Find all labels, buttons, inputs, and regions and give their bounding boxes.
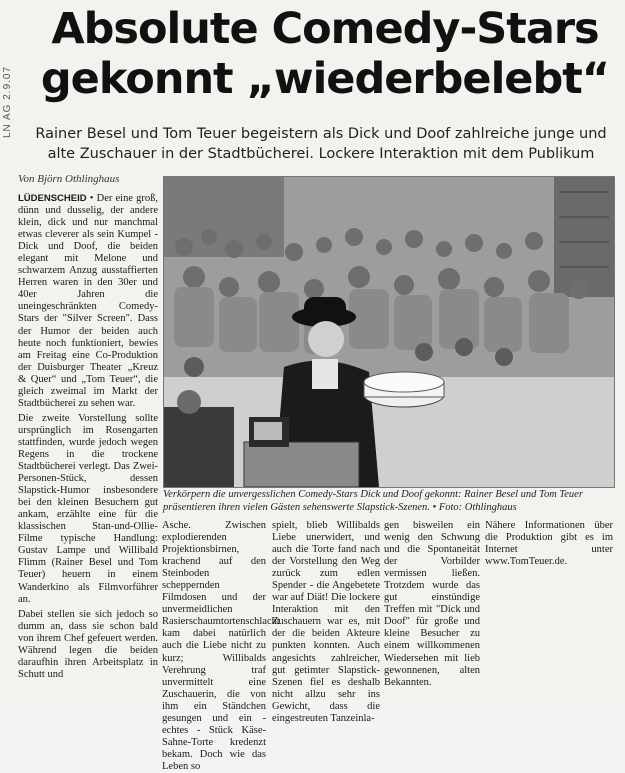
photo-illustration [164,177,614,487]
headline [30,4,620,104]
article-column-1 [18,193,158,684]
dateline: LÜDENSCHEID [18,193,87,204]
article-paragraph: LÜDENSCHEID • Der eine groß, dünn und dusselig, der andere klein, dick und nur manchmal etwas cleverer als sein Kumpel - Dick und Doof, die beiden elegant mit Melone und schwarzem Anzug ausstaffierten Herren waren in den 30er und 40er Jahren die uneingeschränkten Comedy-Stars der "Silver Screen". Dass der Humor der beiden auch heute noch funktioniert, bewies am Freitag eine Co-Produktion der Duisburger Theater „Kreuz & Quer“ und „Tom Teuer“, die gleich zweimal im Markt der Stadtbücherei zu sehen war. [18,193,158,409]
subheadline: Rainer Besel und Tom Teuer begeistern als Dick und Doof zahlreiche junge und alte Zuschauer in der Stadtbücherei. Lockere Interaktion mit dem Publikum [35,126,607,162]
article-column-3: spielt, blieb Willibalds Liebe unerwidert, und auch die Torte fand nach der Vorstellung den Weg zurück zum edlen Spender - die Angebetete war auf Diät! Die lockere Interaktion mit den Zuschauern war es, mit der die beiden Akteure punkten konnten. Auch angesichts zahlreicher, gut getimter Slapstick-Szenen fiel es deshalb nicht allzu sehr ins Gewicht, dass die eingestreuten Tanzeinla- [272,520,380,724]
article-photo [163,176,615,488]
headline-line-2: gekonnt „wiederbelebt“ [40,54,610,104]
article-paragraph: Die zweite Vorstellung sollte ursprünglich im Rosengarten stattfinden, wurde jedoch wegen Regens in die trockene Stadtbücherei verlegt. Das Zwei-Personen-Stück, dessen Slapstick-Humor insbesondere bei den kleinen Besuchern gut ankam, erzählte eine für die klassischen Stan-und-Ollie-Filme typische Handlung: Gustav Lampe und Willibald Flimm (Rainer Besel und Tom Teuer) heuern in einem Wanderkino als Filmvorführer an. [18,412,158,605]
handwritten-note: LN AG 2.9.07 [2,65,13,138]
article-column-5 [485,520,613,571]
article-column-2: Asche. Zwischen explodierenden Projektionsbirnen, krachend auf den Steinboden scheppernden Filmdosen und der unvermeidlichen Rasierschaumtortenschlacht kam dabei natürlich auch die Liebe nicht zu kurz; Willibalds Verehrung traf unvermittelt eine Zuschauerin, die von ihm ein Ständchen gesungen und ein - echtes - Stück Käse-Sahne-Torte kredenzt bekam. Doch wie das Leben so [162,520,280,772]
article-paragraph: Nähere Informationen über die Produktion gibt es im Internet unter www.TomTeuer.de. [485,520,613,568]
article-column-4: gen bisweilen ein wenig den Schwung und die Spontaneität der Vorbilder vermissen ließen. Trotzdem wurde das gut einstündige Treffen mit "Dick und Doof" für große und kleine Besucher zu einem willkommenen Wiedersehen mit lieb gewonnenen, alten Bekannten. [384,520,480,688]
article-paragraph: Dabei stellen sie sich jedoch so dumm an, dass sie schon bald von ihrem Chef gefeuert werden. Während legen die beiden daraufhin ihren Arbeitsplatz in Schutt und [18,608,158,680]
paragraph-text: Der eine groß, dünn und dusselig, der andere klein, dick und nur manchmal etwas cleverer als sein Kumpel - Dick und Doof, die beiden elegant mit Melone und schwarzem Anzug ausstaffierten Herren waren in den 30er und 40er Jahren die uneingeschränkten Comedy-Stars der "Silver Screen". Dass der Humor der beiden auch heute noch funktioniert, bewies am Freitag eine Co-Produktion der Duisburger Theater „Kreuz & Quer“ und „Tom Teuer“, die gleich zweimal im Markt der Stadtbücherei zu sehen war. [18,193,158,409]
photo-caption: Verkörpern die unvergesslichen Comedy-Stars Dick und Doof gekonnt: Rainer Besel und Tom Teuer präsentieren ihren vielen Gästen sehenswerte Slapstick-Szenen. • Foto: Othlinghaus [163,489,583,513]
headline-line-1: Absolute Comedy-Stars [51,4,599,54]
author-byline: Von Björn Othlinghaus [18,173,120,185]
